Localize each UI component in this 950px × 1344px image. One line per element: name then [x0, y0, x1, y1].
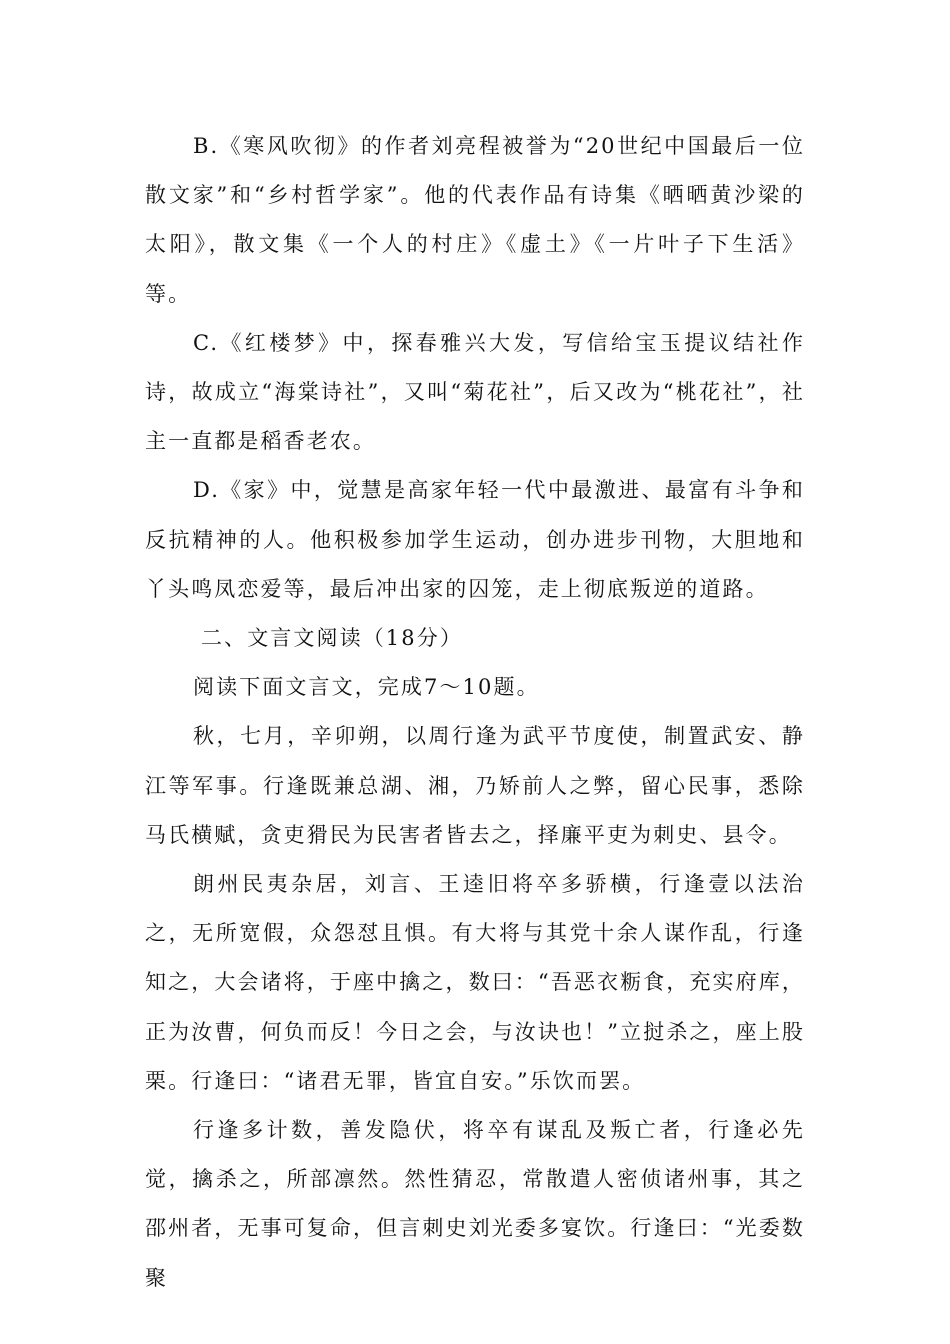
- classical-text-paragraph-1: 秋，七月，辛卯朔，以周行逢为武平节度使，制置武安、静江等军事。行逢既兼总湖、湘，乃矫前人之弊，留心民事，悉除马氏横赋，贪吏猾民为民害者皆去之，择廉平吏为刺史、县令。: [145, 724, 805, 847]
- instruction-paragraph: 阅读下面文言文，完成7～10题。: [193, 675, 540, 700]
- option-b-paragraph: B.《寒风吹彻》的作者刘亮程被誉为“20世纪中国最后一位散文家”和“乡村哲学家”。他的代表作品有诗集《晒晒黄沙梁的太阳》，散文集《一个人的村庄》《虚土》《一片叶子下生活》等。: [145, 134, 805, 306]
- document-body: [145, 122, 805, 1303]
- option-c-paragraph: C.《红楼梦》中，探春雅兴大发，写信给宝玉提议结社作诗，故成立“海棠诗社”，又叫“菊花社”，后又改为“桃花社”，社主一直都是稻香老农。: [145, 330, 805, 454]
- option-d-paragraph: D.《家》中，觉慧是高家年轻一代中最激进、最富有斗争和反抗精神的人。他积极参加学生运动，创办进步刊物，大胆地和丫头鸣凤恋爱等，最后冲出家的囚笼，走上彻底叛逆的道路。: [145, 478, 805, 601]
- section-heading: 二、文言文阅读（18分）: [201, 626, 463, 651]
- classical-text-paragraph-2: 朗州民夷杂居，刘言、王逵旧将卒多骄横，行逢壹以法治之，无所宽假，众怨怼且惧。有大将与其党十余人谋作乱，行逢知之，大会诸将，于座中擒之，数曰：“吾恶衣粝食，充实府库，正为汝曹，何负而反！今日之会，与汝诀也！”立挝杀之，座上股栗。行逢曰：“诸君无罪，皆宜自安。”乐饮而罢。: [145, 872, 805, 1093]
- classical-text-paragraph-3: 行逢多计数，善发隐伏，将卒有谋乱及叛亡者，行逢必先觉，擒杀之，所部凛然。然性猜忍，常散遣人密侦诸州事，其之邵州者，无事可复命，但言刺史刘光委多宴饮。行逢曰：“光委数聚: [145, 1118, 805, 1290]
